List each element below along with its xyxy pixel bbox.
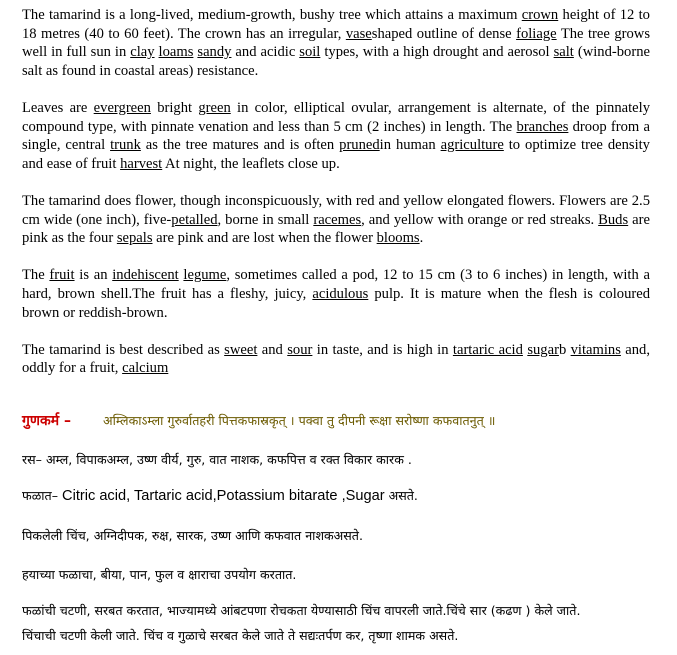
- text-run: droop from a single, central: [22, 118, 650, 154]
- linked-term[interactable]: loams: [158, 44, 194, 61]
- linked-term[interactable]: sweet: [224, 341, 258, 358]
- falat-label: फळात–: [22, 488, 63, 503]
- text-run: in color, elliptical ovular, arrangement is alternate, of the pinnately compound type, with pinnate venation and less than 5 cm (2 inches) in length. The: [22, 99, 650, 135]
- paragraph-tree-description: [22, 6, 650, 80]
- linked-term[interactable]: vitamins: [570, 341, 621, 358]
- chutney-line: फळांची चटणी, सरबत करतात, भाज्यामध्ये आंबटपणा रोचकता येण्यासाठी चिंच वापरली जाते.चिंचे सार (कढण ) केले जाते.: [22, 603, 581, 618]
- linked-term[interactable]: petalled: [171, 211, 218, 228]
- linked-term[interactable]: sepals: [116, 230, 153, 247]
- text-run: in human: [379, 137, 441, 154]
- gunkarma-shloka: अम्लिकाऽम्ला गुरुर्वातहरी पित्तकफास्रकृत् । पक्वा तु दीपनी रूक्षा सरोष्णा कफवातनुत् ॥: [103, 413, 496, 428]
- linked-term[interactable]: racemes: [313, 211, 362, 228]
- linked-term[interactable]: sugar: [527, 341, 559, 358]
- text-run: The tree grows well in full sun in: [22, 25, 650, 61]
- linked-term[interactable]: soil: [299, 44, 321, 61]
- linked-term[interactable]: sour: [287, 341, 313, 358]
- paragraph-fruit: [22, 266, 650, 322]
- linked-term[interactable]: pruned: [339, 137, 380, 154]
- text-run: to optimize tree density and ease of fruit: [22, 137, 650, 172]
- sarbat-line: चिंचाची चटणी केली जाते. चिंच व गुळाचे सरबत केले जाते ते सद्यःतर्पण कर, तृष्णा शामक असते.: [22, 628, 459, 643]
- text-run: .: [419, 230, 424, 247]
- text-run: The tamarind does flower, though inconspicuously, with red and yellow elongated flowers. Flowers are 2.5 cm wide (one inch), five-: [22, 192, 650, 228]
- linked-term[interactable]: harvest: [120, 155, 163, 172]
- text-run: and, oddly for a fruit,: [22, 341, 651, 377]
- paragraph-flowers: [22, 192, 650, 248]
- ripe-tamarind-line: पिकलेली चिंच, अग्निदीपक, रुक्ष, सारक, उष्ण आणि कफवात नाशकअसते.: [22, 528, 363, 543]
- text-run: and acidic: [231, 44, 300, 61]
- text-run: types, with a high drought and aerosol: [320, 44, 554, 61]
- falat-compounds: Citric acid, Tartaric acid,Potassium bitarate ,Sugar: [62, 488, 385, 504]
- text-run: At night, the leaflets close up.: [162, 155, 340, 172]
- falat-suffix: असते.: [384, 488, 418, 503]
- paragraph-taste: [22, 341, 650, 378]
- text-run: height of 12 to 18 metres (40 to 60 feet). The crown has an irregular,: [22, 7, 650, 42]
- text-run: , sometimes called a pod, 12 to 15 cm (3 to 6 inches) in length, with a hard, brown shell.The fruit has a fleshy, juicy,: [22, 267, 650, 302]
- linked-term[interactable]: foliage: [516, 25, 557, 42]
- text-run: shaped outline of dense: [371, 25, 517, 42]
- linked-term[interactable]: fruit: [49, 267, 75, 284]
- document-body: [22, 6, 650, 396]
- text-run: The tamarind is a long-lived, medium-growth, bushy tree which attains a maximum: [22, 7, 522, 23]
- text-run: and: [257, 341, 288, 358]
- text-run: The tamarind is best described as: [22, 341, 225, 358]
- text-run: in taste, and is high in: [312, 341, 453, 358]
- text-run: (wind-borne salt as found in coastal areas) resistance.: [22, 44, 650, 79]
- text-run: are pink as the four: [22, 211, 650, 247]
- gunkarma-line: [22, 411, 662, 430]
- linked-term[interactable]: trunk: [110, 137, 141, 154]
- linked-term[interactable]: blooms: [376, 230, 420, 247]
- linked-term[interactable]: clay: [130, 44, 155, 61]
- text-run: pulp. It is mature when the flesh is coloured brown or reddish-brown.: [22, 285, 650, 321]
- falat-line: [22, 487, 418, 504]
- text-run: The: [22, 267, 50, 284]
- text-run: b: [558, 341, 571, 358]
- linked-term[interactable]: green: [198, 99, 231, 116]
- text-run: is an: [74, 267, 113, 284]
- text-run: Leaves are: [22, 99, 94, 116]
- text-run: , and yellow with orange or red streaks.: [361, 211, 599, 228]
- linked-term[interactable]: vase: [345, 25, 372, 42]
- linked-term[interactable]: sandy: [197, 44, 232, 61]
- ras-line: रस– अम्ल, विपाकअम्ल, उष्ण वीर्य, गुरु, वात नाशक, कफपित्त व रक्त विकार कारक .: [22, 452, 412, 467]
- linked-term[interactable]: agriculture: [440, 137, 504, 154]
- gunkarma-label: गुणकर्म –: [22, 413, 72, 429]
- text-run: , borne in small: [217, 211, 314, 228]
- linked-term[interactable]: legume: [183, 267, 227, 284]
- linked-term[interactable]: evergreen: [93, 99, 151, 116]
- linked-term[interactable]: salt: [553, 44, 574, 61]
- linked-term[interactable]: indehiscent: [112, 267, 179, 284]
- uses-parts-line: हयाच्या फळाचा, बीया, पान, फुल व क्षाराचा उपयोग करतात.: [22, 567, 297, 582]
- text-run: bright: [150, 99, 199, 116]
- text-run: are pink and are lost when the flower: [152, 230, 377, 247]
- linked-term[interactable]: Buds: [598, 211, 629, 228]
- linked-term[interactable]: branches: [516, 118, 569, 135]
- text-run: as the tree matures and is often: [140, 137, 340, 154]
- paragraph-leaves: [22, 99, 650, 173]
- linked-term[interactable]: acidulous: [312, 285, 369, 302]
- linked-term[interactable]: crown: [521, 7, 559, 23]
- linked-term[interactable]: calcium: [122, 360, 169, 377]
- linked-term[interactable]: tartaric acid: [452, 341, 523, 358]
